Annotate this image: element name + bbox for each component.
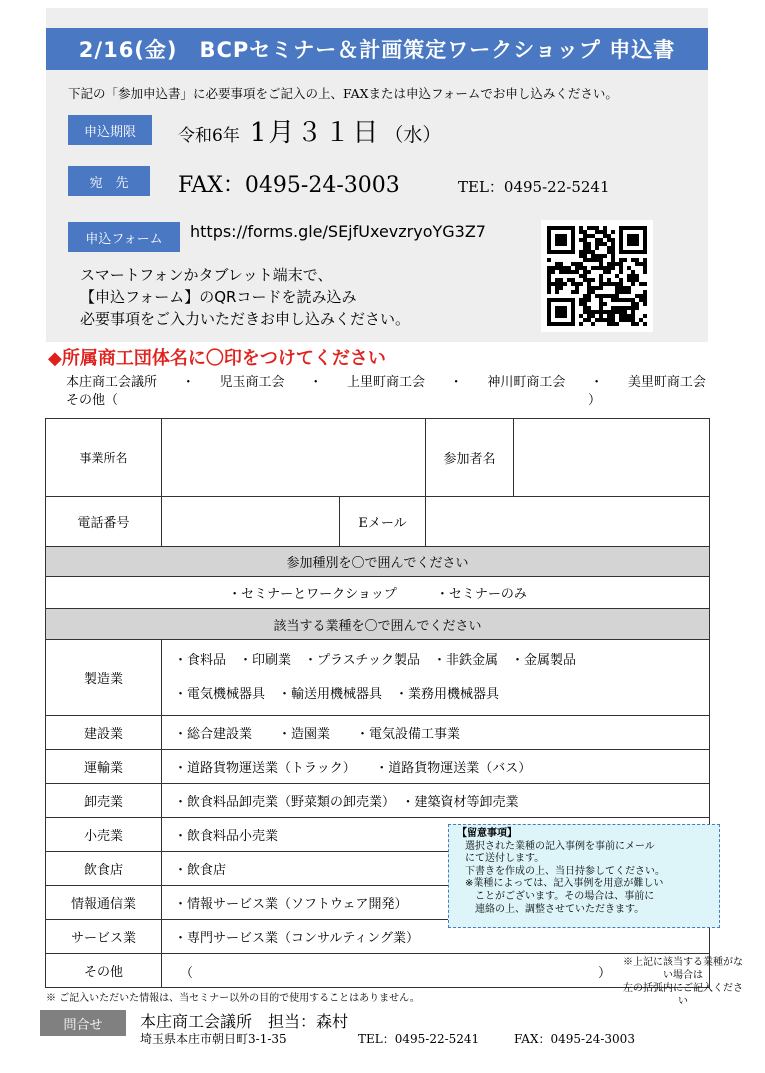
deadline-date: 1月３１日 [249, 118, 381, 148]
deadline-row [178, 112, 441, 149]
deadline-tag: 申込期限 [68, 115, 152, 145]
industry-options-line[interactable]: ・情報サービス業（ソフトウェア開発） [162, 886, 710, 920]
phone-label: 電話番号 [46, 497, 162, 547]
address-tag: 宛 先 [68, 166, 150, 196]
tel-number: TEL：0495-22-5241 [458, 178, 610, 196]
notice-line: ※業種によっては、記入事例を用意が難しい [465, 878, 664, 890]
notice-line: ことがございます。その場合は、事前に [475, 890, 655, 902]
instruction-line: スマートフォンかタブレット端末で、 [80, 266, 333, 284]
intro-text: 下記の「参加申込書」に必要事項をご記入の上、FAXまたは申込フォームでお申し込みください。 [68, 86, 618, 101]
contact-tel: TEL：0495-22-5241 [358, 1032, 480, 1046]
separator: ・ [309, 375, 323, 390]
industry-options-line[interactable]: ・食料品 ・印刷業 ・プラスチック製品 ・非鉄金属 ・金属製品 [174, 652, 576, 668]
industry-heading: 該当する業種を〇で囲んでください [46, 609, 710, 640]
affiliation-option[interactable]: 児玉商工会 [219, 375, 285, 390]
industry-options-line[interactable]: ・飲食店 [162, 852, 710, 886]
qr-code-icon[interactable] [541, 220, 653, 332]
form-tag: 申込フォーム [68, 222, 180, 252]
industry-label: 製造業 [46, 640, 162, 716]
deadline-weekday: （水） [384, 124, 442, 146]
other-note [620, 956, 746, 1008]
affiliation-other-label[interactable]: その他（ [66, 393, 119, 408]
email-label: Eメール [340, 497, 426, 547]
affiliation-option[interactable]: 美里町商工会 [627, 375, 706, 390]
industry-label: 小売業 [46, 818, 162, 852]
industry-label: 卸売業 [46, 784, 162, 818]
instruction-line: 【申込フォーム】のQRコードを読み込み [80, 288, 357, 306]
industry-label: サービス業 [46, 920, 162, 954]
notice-line: にて送付します。 [465, 853, 545, 865]
industry-options-line[interactable]: ・総合建設業 ・造園業 ・電気設備工事業 [162, 716, 710, 750]
instruction-line: 必要事項をご入力いただきお申し込みください。 [80, 310, 411, 328]
office-name-field[interactable] [162, 419, 426, 497]
form-instructions [80, 264, 410, 330]
participant-name-field[interactable] [514, 419, 710, 497]
contact-fax: FAX：0495-24-3003 [514, 1032, 635, 1046]
separator: ・ [590, 375, 604, 390]
affiliation-option[interactable]: 上里町商工会 [346, 375, 425, 390]
industry-other-label: その他 [46, 954, 162, 988]
industry-label: 運輸業 [46, 750, 162, 784]
privacy-note: ※ ご記入いただいた情報は、当セミナー以外の目的で使用することはありません。 [46, 993, 420, 1004]
separator: ・ [449, 375, 463, 390]
industry-label: 建設業 [46, 716, 162, 750]
affiliation-option[interactable]: 本庄商工会議所 [66, 375, 158, 390]
inquiry-tag: 問合せ [40, 1010, 126, 1036]
industry-options-line[interactable]: ・専門サービス業（コンサルティング業） [162, 920, 710, 954]
notice-line: 連絡の上、調整させていただきます。 [475, 903, 645, 915]
contact-address: 埼玉県本庄市朝日町3-1-35 [140, 1032, 287, 1046]
other-open-paren: （ [180, 966, 194, 981]
industry-options-line[interactable]: ・飲食料品小売業 [162, 818, 710, 852]
fax-number: FAX：0495-24-3003 [178, 173, 400, 198]
affiliation-heading: ◆所属商工団体名に〇印をつけてください [48, 348, 386, 369]
notice-title: 【留意事項】 [457, 828, 517, 839]
participation-heading: 参加種別を〇で囲んでください [46, 547, 710, 577]
notice-line: 選択された業種の記入事例を事前にメール [465, 840, 655, 852]
industry-label: 情報通信業 [46, 886, 162, 920]
affiliation-options [66, 371, 706, 390]
industry-options-line[interactable]: ・道路貨物運送業（トラック） ・道路貨物運送業（バス） [162, 750, 710, 784]
separator: ・ [181, 375, 195, 390]
office-name-label: 事業所名 [46, 419, 162, 497]
other-close-paren: ） [598, 966, 612, 981]
other-note-line: 左の括弧内にご記入ください [623, 983, 743, 1007]
notice-callout [448, 824, 720, 928]
industry-options-line[interactable]: ・飲食料品卸売業（野菜類の卸売業） ・建築資材等卸売業 [162, 784, 710, 818]
other-note-line: ※上記に該当する業種がない場合は [623, 957, 743, 981]
industry-options-line[interactable]: ・電気機械器具 ・輸送用機械器具 ・業務用機械器具 [174, 686, 500, 702]
deadline-era: 令和6年 [178, 126, 240, 146]
page-title: 2/16(金) BCPセミナー＆計画策定ワークショップ 申込書 [46, 28, 708, 70]
notice-line: 下書きを作成の上、当日持参してください。 [465, 865, 665, 877]
participant-name-label: 参加者名 [426, 419, 514, 497]
contact-org: 本庄商工会議所 担当：森村 [140, 1012, 349, 1031]
industry-label: 飲食店 [46, 852, 162, 886]
form-url-link[interactable]: https://forms.gle/SEjfUxevzryoYG3Z7 [190, 222, 486, 241]
industry-options[interactable] [162, 640, 710, 716]
affiliation-other-close: ） [588, 393, 602, 408]
affiliation-option[interactable]: 神川町商工会 [487, 375, 566, 390]
phone-field[interactable] [162, 497, 340, 547]
participation-options[interactable]: ・セミナーとワークショップ ・セミナーのみ [46, 577, 710, 609]
email-field[interactable] [426, 497, 710, 547]
